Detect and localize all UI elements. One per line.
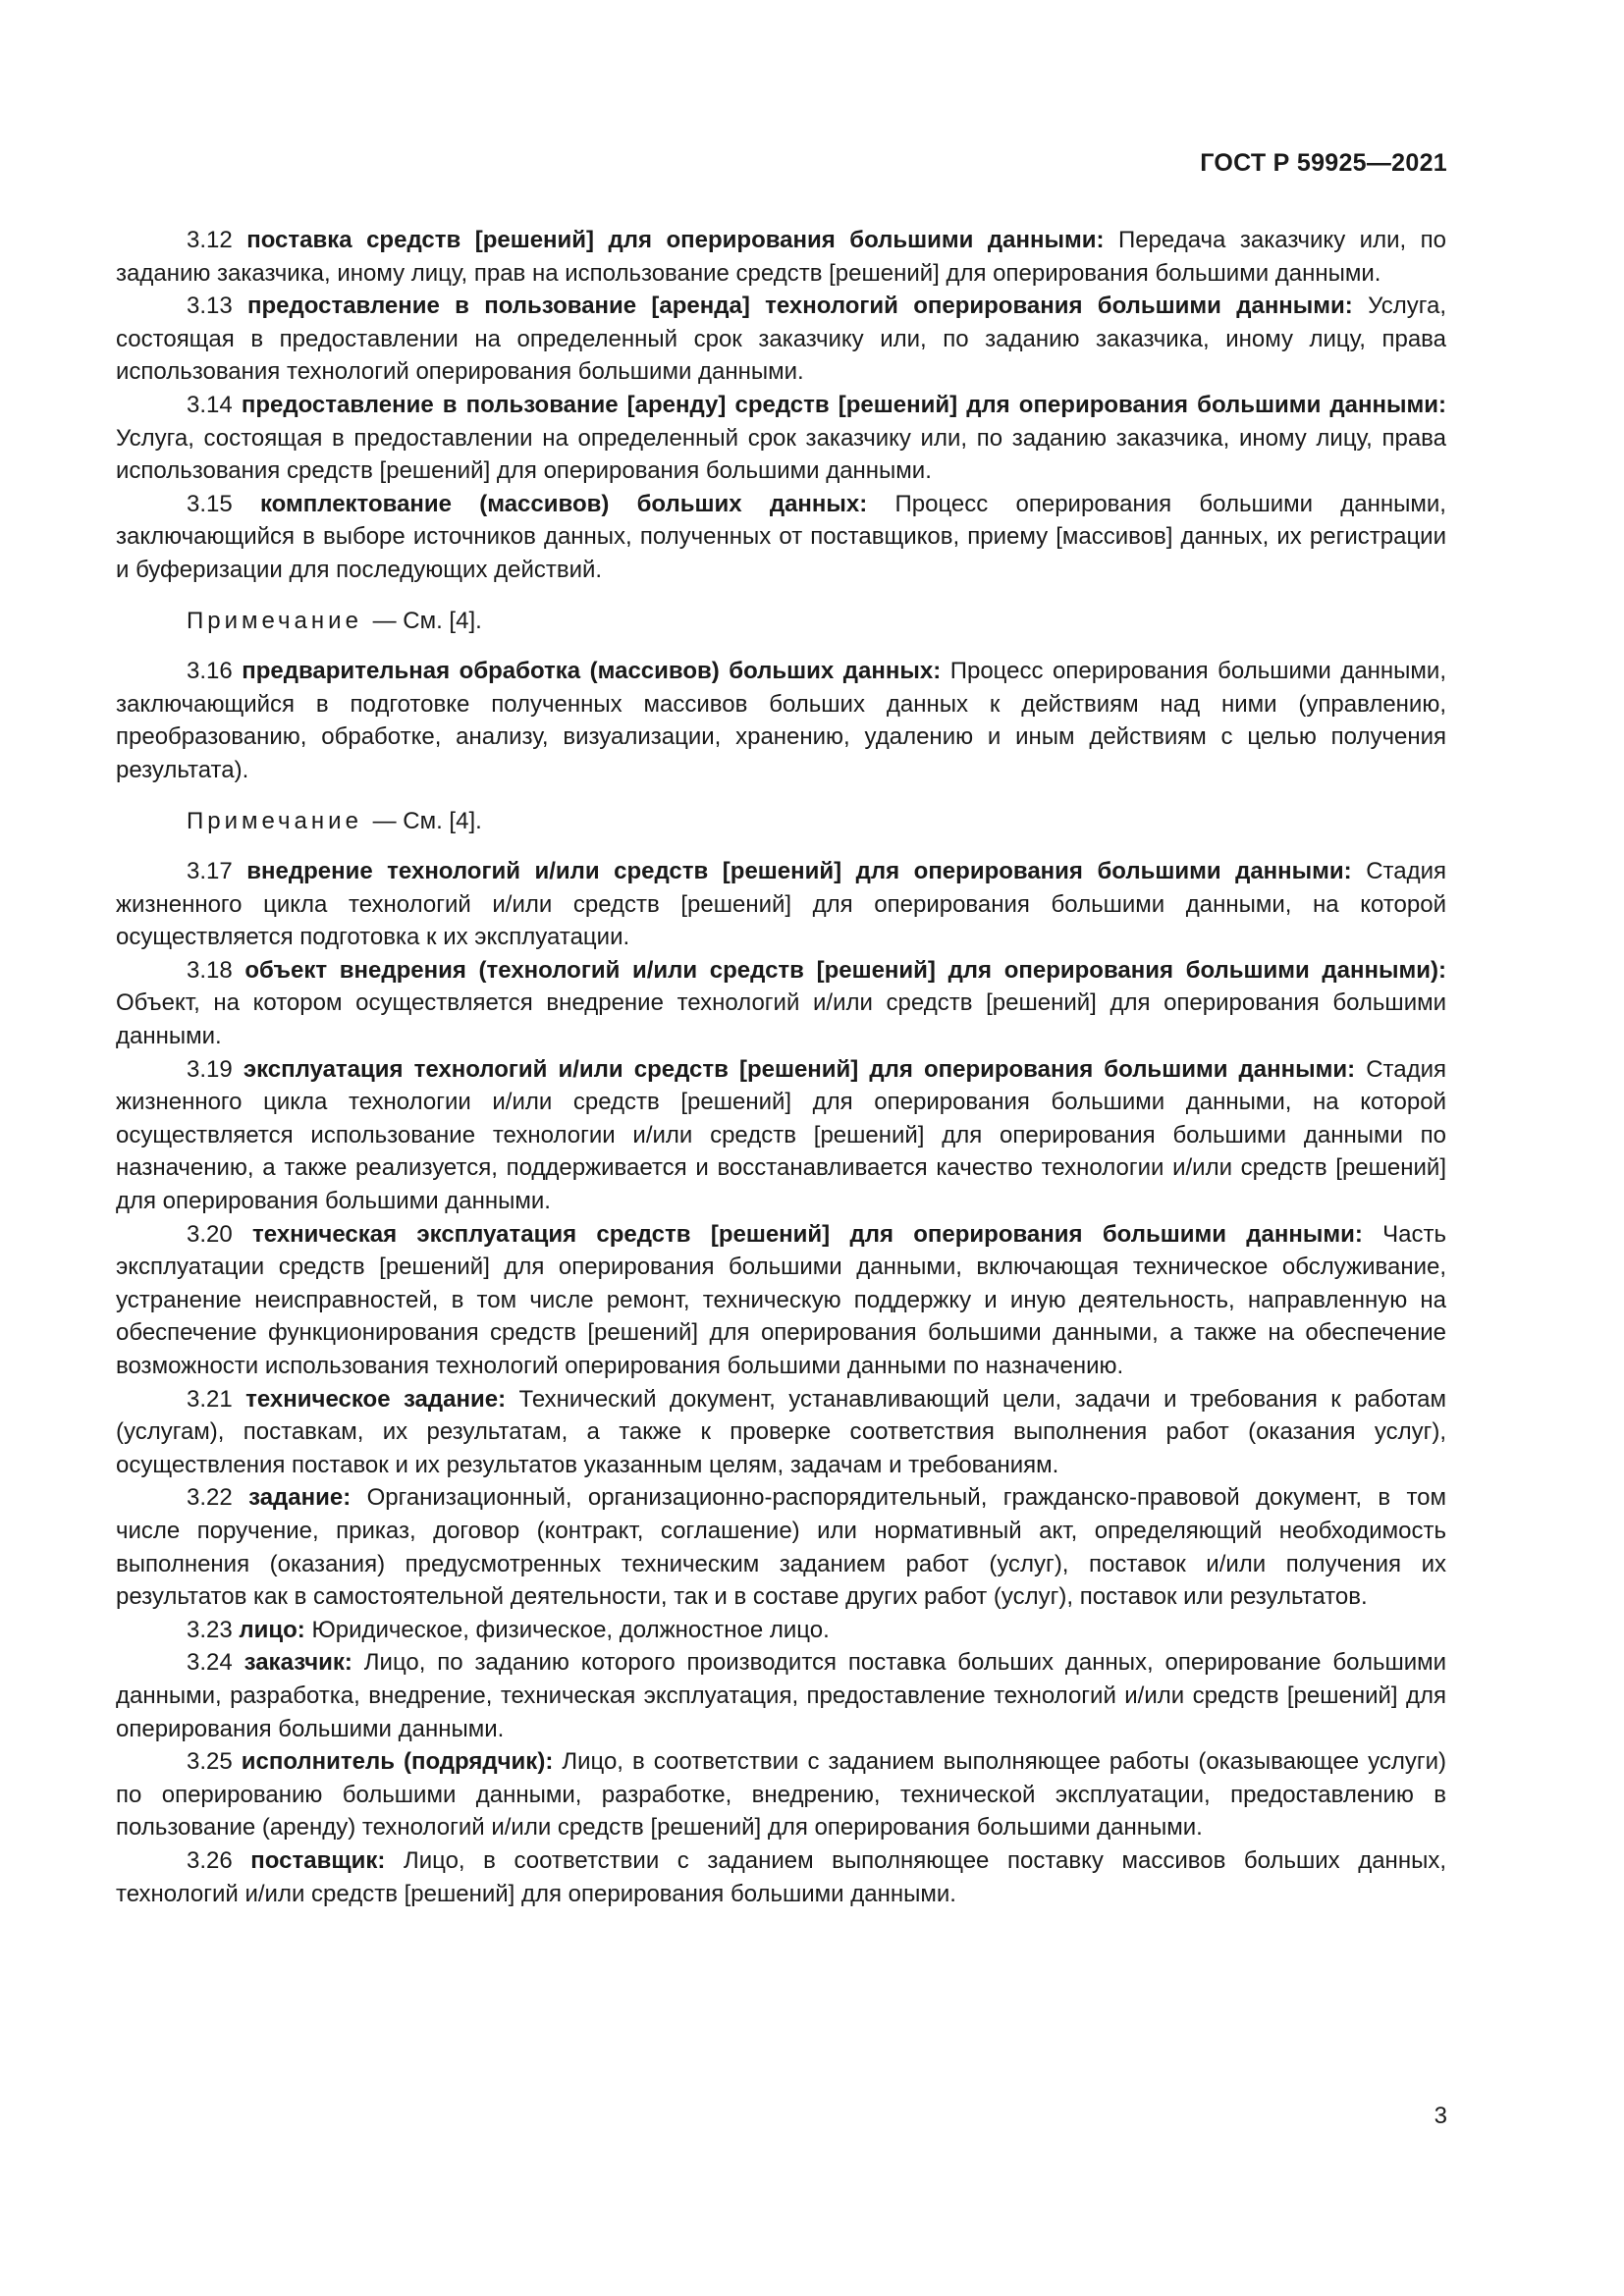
- term-number: 3.26: [187, 1846, 233, 1874]
- note-label: Примечание: [187, 807, 362, 834]
- term-entry: [116, 290, 1446, 389]
- term-definition: Стадия жизненного цикла технологии и/или средств [решений] для оперирования большими данными, на которой осуществляется использование технологии и/или средств [решений] для оперирования большими данными по назначению, а также реализуется, поддерживается и восстанавливается качество технологии и/или средств [решений] для оперирования большими данными.: [116, 1055, 1447, 1215]
- term-title: поставщик:: [250, 1846, 386, 1874]
- term-entry: [116, 1844, 1446, 1910]
- term-entry: [116, 224, 1446, 290]
- document-header: ГОСТ Р 59925—2021: [1200, 149, 1447, 177]
- term-title: предварительная обработка (массивов) больших данных:: [242, 658, 942, 685]
- term-definition: Передача заказчику или, по заданию заказчика, иному лицу, прав на использование средств [решений] для оперирования большими данными.: [116, 227, 1446, 287]
- term-title: техническое задание:: [245, 1385, 507, 1413]
- term-number: 3.13: [187, 293, 233, 320]
- note-text: — См. [4].: [372, 807, 482, 834]
- term-entry: [116, 1383, 1446, 1482]
- term-entry: [116, 1481, 1446, 1613]
- note: [187, 605, 1446, 638]
- term-title: исполнитель (подрядчик):: [241, 1748, 554, 1776]
- term-definition: Организационный, организационно-распорядительный, гражданско-правовой документ, в том числе поручение, приказ, договор (контракт, соглашение) или нормативный акт, определяющий необходимость выполнения (оказания) предусмотренных техническим заданием работ (услуг), поставок и/или получения их результатов как в самостоятельной деятельности, так и в составе других работ (услуг), поставок или результатов.: [116, 1484, 1447, 1611]
- term-title: внедрение технологий и/или средств [решений] для оперирования большими данными:: [246, 858, 1352, 885]
- term-definition: Технический документ, устанавливающий цели, задачи и требования к работам (услугам), поставкам, их результатам, а также к проверке соответствия выполнения работ (оказания услуг), осуществления поставок и их результатов указанным целям, задачам и требованиям.: [116, 1385, 1447, 1478]
- term-title: эксплуатация технологий и/или средств [решений] для оперирования большими данными:: [243, 1055, 1356, 1083]
- term-entry: [116, 1646, 1446, 1745]
- term-number: 3.25: [187, 1748, 233, 1776]
- term-number: 3.15: [187, 490, 233, 517]
- term-number: 3.16: [187, 658, 233, 685]
- term-definition: Процесс оперирования большими данными, заключающийся в подготовке полученных массивов больших данных к действиям над ними (управлению, преобразованию, обработке, анализу, визуализации, хранению, удалению и иным действиям с целью получения результата).: [116, 658, 1446, 783]
- term-number: 3.24: [187, 1649, 233, 1677]
- note: [187, 805, 1446, 838]
- term-number: 3.23: [187, 1616, 233, 1643]
- term-definition: Часть эксплуатации средств [решений] для оперирования большими данными, включающая техническое обслуживание, устранение неисправностей, в том числе ремонт, техническую поддержку и иную деятельность, направленную на обеспечение функционирования средств [решений] для оперирования большими данными, а также на обеспечение возможности использования технологий оперирования большими данными по назначению.: [116, 1220, 1447, 1379]
- note-text: — См. [4].: [372, 607, 482, 634]
- term-number: 3.14: [187, 391, 233, 418]
- term-entry: [116, 389, 1446, 488]
- term-entry: [116, 488, 1446, 587]
- term-definition: Услуга, состоящая в предоставлении на определенный срок заказчику или, по заданию заказчика, иному лицу, права использования средств [решений] для оперирования большими данными.: [116, 424, 1446, 485]
- term-title: задание:: [248, 1484, 352, 1512]
- term-definition: Лицо, в соответствии с заданием выполняющее работы (оказывающее услуги) по оперированию большими данными, разработке, внедрению, технической эксплуатации, предоставлению в пользование (аренду) технологий и/или средств [решений] для оперирования большими данными.: [116, 1748, 1446, 1842]
- term-entry: [116, 1614, 1446, 1647]
- document-body: [116, 224, 1446, 1910]
- page-number: 3: [1434, 2103, 1447, 2129]
- term-definition: Стадия жизненного цикла технологий и/или средств [решений] для оперирования большими данными, на которой осуществляется подготовка к их эксплуатации.: [116, 858, 1447, 951]
- term-definition: Услуга, состоящая в предоставлении на определенный срок заказчику или, по заданию заказчика, иному лицу, права использования технологий оперирования большими данными.: [116, 293, 1446, 386]
- term-title: техническая эксплуатация средств [решений] для оперирования большими данными:: [252, 1220, 1363, 1248]
- term-definition: Юридическое, физическое, должностное лицо.: [311, 1616, 830, 1643]
- term-definition: Лицо, по заданию которого производится поставка больших данных, оперирование большими данными, разработка, внедрение, техническая эксплуатация, предоставление технологий и/или средств [решений] для оперирования большими данными.: [116, 1649, 1447, 1742]
- term-number: 3.22: [187, 1484, 233, 1512]
- term-entry: [116, 1745, 1446, 1844]
- term-title: поставка средств [решений] для оперирования большими данными:: [246, 227, 1105, 253]
- term-entry: [116, 855, 1446, 954]
- term-title: лицо:: [239, 1616, 305, 1643]
- term-definition: Объект, на котором осуществляется внедрение технологий и/или средств [решений] для оперирования большими данными.: [116, 989, 1446, 1050]
- term-entry: [116, 1053, 1446, 1218]
- term-title: предоставление в пользование [аренда] технологий оперирования большими данными:: [247, 293, 1353, 320]
- term-number: 3.20: [187, 1220, 233, 1248]
- term-definition: Лицо, в соответствии с заданием выполняющее поставку массивов больших данных, технологий и/или средств [решений] для оперирования большими данными.: [116, 1846, 1446, 1907]
- term-entry: [116, 655, 1446, 786]
- term-number: 3.17: [187, 858, 233, 885]
- term-title: объект внедрения (технологий и/или средств [решений] для оперирования большими данными):: [244, 956, 1446, 984]
- term-entry: [116, 954, 1446, 1053]
- term-title: предоставление в пользование [аренду] средств [решений] для оперирования большими данными:: [241, 391, 1446, 418]
- term-title: заказчик:: [244, 1649, 352, 1677]
- term-number: 3.19: [187, 1055, 233, 1083]
- note-label: Примечание: [187, 607, 362, 634]
- term-number: 3.12: [187, 227, 233, 253]
- term-definition: Процесс оперирования большими данными, заключающийся в выборе источников данных, полученных от поставщиков, приему [массивов] данных, их регистрации и буферизации для последующих действий.: [116, 490, 1446, 583]
- term-entry: [116, 1218, 1446, 1383]
- term-title: комплектование (массивов) больших данных:: [259, 490, 868, 517]
- term-number: 3.18: [187, 956, 233, 984]
- term-number: 3.21: [187, 1385, 233, 1413]
